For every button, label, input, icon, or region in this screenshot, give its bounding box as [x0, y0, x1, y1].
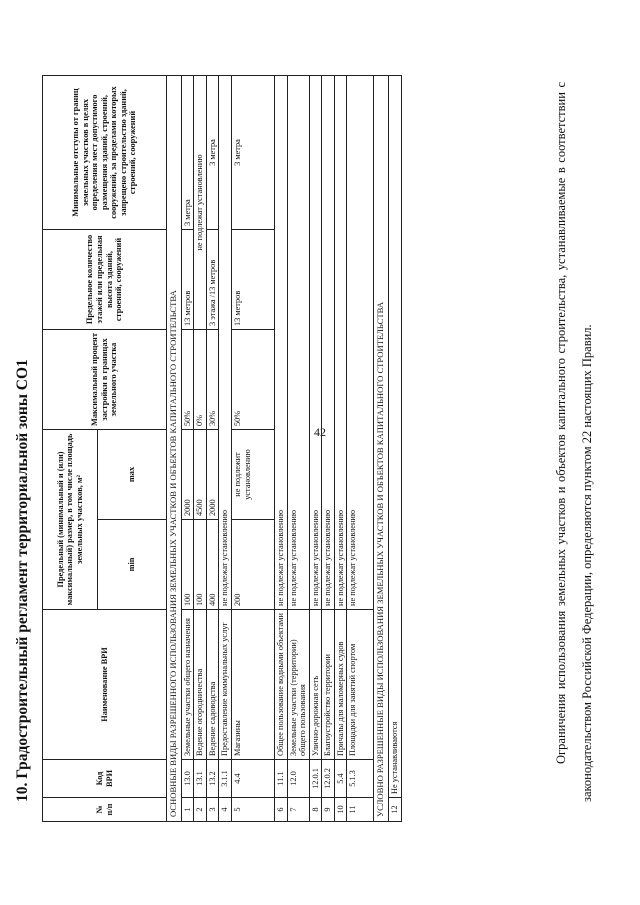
header-setback: Минимальные отступы от границ земельных участков в целях определения мест допустимого размещения зданий, строений, сооружений, за пределами которых запрещено строительство зданий, строений, сооружений [43, 76, 167, 230]
row-floors: 3 этажа /13 метров [206, 230, 219, 330]
regulation-table [42, 75, 402, 822]
row-size: не подлежат установлению [275, 76, 288, 610]
row-code: 13.1 [194, 760, 207, 798]
row-floors: 13 метров [232, 230, 275, 330]
row-num: 3 [206, 798, 219, 822]
row-name: Благоустройство территории [322, 610, 335, 760]
row-min: 400 [206, 520, 219, 610]
restrictions-paragraph: Ограничения использования земельных участков и объектов капитального строительства, устанавливаемые в соответствии с законодательством Российской Федерации, определяются пунктом 22 настоящих Правил. [554, 82, 594, 802]
row-num: 7 [287, 798, 309, 822]
header-size: Предельный (минимальный и (или) максимальный) размер, в том числе площадь земельных участков, м² [43, 430, 98, 610]
section-conditional-header: УСЛОВНО РАЗРЕШЕННЫЕ ВИДЫ ИСПОЛЬЗОВАНИЯ ЗЕМЕЛЬНЫХ УЧАСТКОВ И ОБЪЕКТОВ КАПИТАЛЬНОГО СТРОИТЕЛЬСТВА [374, 76, 389, 822]
table-row [347, 76, 374, 822]
row-num: 6 [275, 798, 288, 822]
row-size: не подлежат установлению [219, 76, 232, 610]
regulation-table-wrapper [42, 76, 402, 822]
row-min: 100 [181, 520, 194, 610]
table-row [389, 76, 402, 822]
row-size: не подлежат установлению [322, 76, 335, 610]
row-code: 3.1.1 [219, 760, 232, 798]
row-num: 1 [181, 798, 194, 822]
row-name: Ведение огородничества [194, 610, 207, 760]
row-floors: 13 метров [181, 230, 194, 330]
row-num: 2 [194, 798, 207, 822]
row-code: 13.2 [206, 760, 219, 798]
table-row [309, 76, 322, 822]
page-number: 42 [314, 425, 326, 439]
row-name: Магазины [232, 610, 275, 760]
row-percent: 0% [194, 330, 207, 430]
row-size: не подлежат установлению [287, 76, 309, 610]
rotated-page-content [2, 32, 638, 872]
row-setback: 3 метра [181, 76, 194, 230]
header-code: Код ВРИ [43, 760, 167, 798]
header-name: Наименование ВРИ [43, 610, 167, 760]
header-max: max [98, 430, 167, 520]
row-max: 2000 [206, 430, 219, 520]
row-max: 4500 [194, 430, 207, 520]
row-code: 5.4 [334, 760, 347, 798]
row-num: 5 [232, 798, 275, 822]
row-name: Площадки для занятий спортом [347, 610, 374, 760]
header-floors: Предельное количество этажей или предельная высота зданий, строений, сооружений [43, 230, 167, 330]
row-min: 100 [194, 520, 207, 610]
row-code: 5.1.3 [347, 760, 374, 798]
row-num: 10 [334, 798, 347, 822]
header-min: min [98, 520, 167, 610]
row-name: Общее пользование водными объектами [275, 610, 288, 760]
row-percent: 30% [206, 330, 219, 430]
row-code: 4.4 [232, 760, 275, 798]
row-code: 12.0.2 [322, 760, 335, 798]
row-setback: 3 метра [232, 76, 275, 230]
row-num: 11 [347, 798, 374, 822]
header-percent: Максимальный процент застройки в границах земельного участка [43, 330, 167, 430]
row-num: 4 [219, 798, 232, 822]
row-setback: 3 метра [206, 76, 219, 230]
row-text: Не устанавливаются [389, 76, 402, 798]
table-row [322, 76, 335, 822]
row-percent: 50% [232, 330, 275, 430]
document-title: 10. Градостроительный регламент территориальной зоны СО1 [14, 359, 31, 802]
table-row [219, 76, 232, 822]
table-row [194, 76, 207, 822]
row-name: Земельные участки общего назначения [181, 610, 194, 760]
row-floors-setback: не подлежат установлению [194, 76, 207, 330]
row-size: не подлежат установлению [309, 76, 322, 610]
row-name: Причалы для маломерных судов [334, 610, 347, 760]
row-code: 13.0 [181, 760, 194, 798]
row-name: Улично-дорожная сеть [309, 610, 322, 760]
row-name: Предоставление коммунальных услуг [219, 610, 232, 760]
header-num: № п/п [43, 798, 167, 822]
table-row [287, 76, 309, 822]
row-num: 12 [389, 798, 402, 822]
row-size: не подлежат установлению [347, 76, 374, 610]
section-main-header: ОСНОВНЫЕ ВИДЫ РАЗРЕШЕННОГО ИСПОЛЬЗОВАНИЯ ЗЕМЕЛЬНЫХ УЧАСТКОВ И ОБЪЕКТОВ КАПИТАЛЬНОГО СТРОИТЕЛЬСТВА [167, 76, 182, 822]
table-row [181, 76, 194, 822]
row-max: не подлежит установлению [232, 430, 275, 520]
row-max: 2000 [181, 430, 194, 520]
table-row [275, 76, 288, 822]
row-name: Ведение садоводства [206, 610, 219, 760]
table-row [232, 76, 275, 822]
table-row [334, 76, 347, 822]
row-code: 12.0 [287, 760, 309, 798]
row-code: 12.0.1 [309, 760, 322, 798]
row-code: 11.1 [275, 760, 288, 798]
table-row [206, 76, 219, 822]
row-percent: 50% [181, 330, 194, 430]
row-size: не подлежат установлению [334, 76, 347, 610]
row-name: Земельные участки (территории) общего пользования [287, 610, 309, 760]
row-num: 8 [309, 798, 322, 822]
row-min: 200 [232, 520, 275, 610]
row-num: 9 [322, 798, 335, 822]
